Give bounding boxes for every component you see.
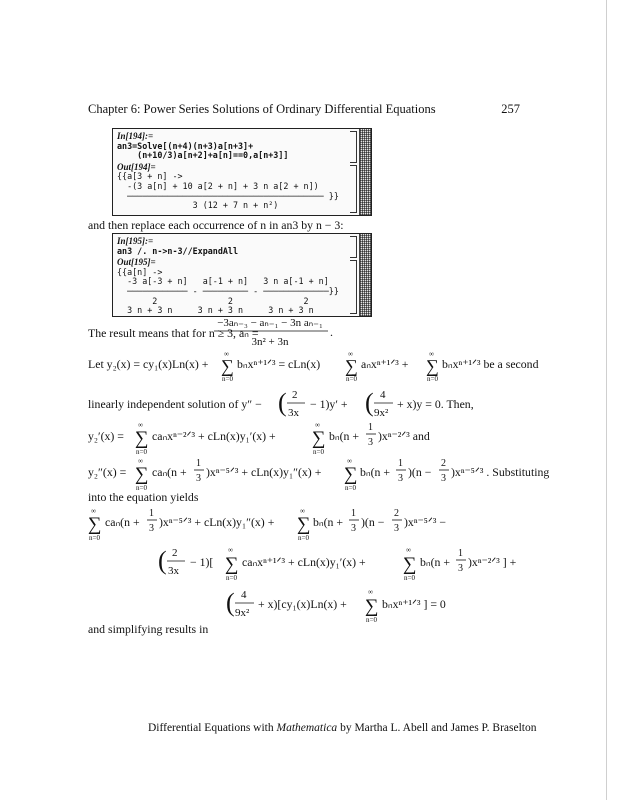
svg-text:1: 1 (398, 458, 403, 469)
sum-icon: ∑ (88, 514, 102, 535)
sum-limit: n=0 (222, 375, 233, 383)
svg-text:3: 3 (196, 473, 201, 484)
svg-text:∞: ∞ (138, 421, 143, 429)
sum-icon: ∑ (135, 464, 149, 485)
notebook-cell-195[interactable] (112, 233, 372, 317)
svg-text:bₙxⁿ⁺¹ᐟ³ ] = 0: bₙxⁿ⁺¹ᐟ³ ] = 0 (382, 597, 446, 611)
svg-text:1: 1 (458, 548, 463, 559)
svg-text:bₙxⁿ⁺¹ᐟ³ be a second: bₙxⁿ⁺¹ᐟ³ be a second (442, 357, 539, 371)
svg-text:.: . (330, 325, 333, 339)
svg-text:bₙ(n +: bₙ(n + (329, 429, 360, 443)
recurrence-label: The result means that for n ≥ 3, aₙ = (88, 326, 259, 340)
cell-scrollbar[interactable] (359, 129, 371, 215)
svg-text:1: 1 (149, 508, 154, 519)
svg-text:2: 2 (172, 547, 178, 559)
input-label: In[194]:= (117, 131, 154, 141)
footer-prefix: Differential Equations with (148, 722, 274, 734)
svg-text:3: 3 (368, 437, 373, 448)
svg-text:n=0: n=0 (136, 484, 147, 492)
svg-text:n=0: n=0 (298, 534, 309, 542)
svg-text:3: 3 (394, 523, 399, 534)
svg-text:n=0: n=0 (345, 484, 356, 492)
output-line: {{a[3 + n] -> (117, 171, 183, 182)
svg-text:2: 2 (441, 458, 446, 469)
input-code-line: (n+10/3)a[n+2]+a[n]==0,a[n+3]] (117, 150, 289, 161)
svg-text:)(n −: )(n − (361, 515, 385, 529)
svg-text:∞: ∞ (300, 507, 305, 515)
svg-text:− 1)y′ +: − 1)y′ + (310, 397, 348, 411)
svg-text:(: ( (158, 546, 167, 575)
output-line: -3 a[-3 + n] a[-1 + n] 3 n a[-1 + n] (117, 276, 329, 287)
svg-text:3x: 3x (168, 565, 179, 577)
paren-icon: ( (278, 388, 287, 417)
svg-text:)xⁿ⁻⁵ᐟ³ . Substituting: )xⁿ⁻⁵ᐟ³ . Substituting (451, 465, 550, 479)
svg-text:3: 3 (441, 473, 446, 484)
svg-text:1: 1 (196, 458, 201, 469)
svg-text:bₙ(n +: bₙ(n + (313, 515, 344, 529)
output-line: -(3 a[n] + 10 a[2 + n] + 3 n a[2 + n]) (117, 180, 319, 191)
svg-text:∞: ∞ (228, 546, 233, 554)
sum-icon: ∑ (403, 554, 417, 575)
running-footer (148, 722, 537, 734)
output-line: 2 2 2 (117, 295, 309, 306)
sum-icon: ∑ (225, 554, 239, 575)
svg-text:+ x)y = 0. Then,: + x)y = 0. Then, (397, 397, 474, 411)
substitution-line-3 (226, 584, 506, 633)
svg-text:Let y₂(x) = cy₁(x)Ln(x) +: Let y₂(x) = cy₁(x)Ln(x) + (88, 357, 209, 371)
svg-text:caₙxⁿ⁺¹ᐟ³ + cLn(x)y₁′(x) +: caₙxⁿ⁺¹ᐟ³ + cLn(x)y₁′(x) + (242, 555, 366, 569)
footer-italic: Mathematica (276, 722, 338, 734)
input-label: In[195]:= (117, 236, 154, 246)
page-edge-line (606, 0, 607, 800)
svg-text:3: 3 (458, 563, 463, 574)
output-line: ─────────────────────────────────────── }} (117, 190, 339, 201)
svg-text:n=0: n=0 (226, 574, 237, 582)
svg-text:)xⁿ⁻²ᐟ³ and: )xⁿ⁻²ᐟ³ and (378, 429, 430, 443)
svg-text:)xⁿ⁻⁵ᐟ³ + cLn(x)y₁″(x) +: )xⁿ⁻⁵ᐟ³ + cLn(x)y₁″(x) + (206, 465, 322, 479)
sum-limit: ∞ (348, 350, 353, 358)
sum-limit: n=0 (427, 375, 438, 383)
svg-text:4: 4 (380, 389, 386, 401)
svg-text:3: 3 (398, 473, 403, 484)
footer-suffix: by Martha L. Abell and James P. Braselton (340, 722, 537, 734)
page-number: 257 (501, 102, 520, 116)
sum-icon: ∑ (297, 514, 311, 535)
svg-text:n=0: n=0 (136, 448, 147, 456)
output-line: 3 n + 3 n 3 n + 3 n 3 n + 3 n (117, 305, 314, 316)
notebook-cell-194[interactable] (112, 128, 372, 216)
svg-text:1: 1 (351, 508, 356, 519)
svg-text:n=0: n=0 (366, 616, 377, 624)
svg-text:caₙ(n +: caₙ(n + (152, 465, 187, 479)
frac-den: 3x (288, 407, 299, 419)
svg-text:∞: ∞ (91, 507, 96, 515)
svg-text:+ x)[cy₁(x)Ln(x) +: + x)[cy₁(x)Ln(x) + (258, 597, 347, 611)
svg-text:3: 3 (351, 523, 356, 534)
sum-limit: n=0 (346, 375, 357, 383)
body-text: into the equation yields (88, 490, 199, 504)
sum-icon: ∑ (344, 464, 358, 485)
svg-text:)xⁿ⁻⁵ᐟ³ + cLn(x)y₁″(x) +: )xⁿ⁻⁵ᐟ³ + cLn(x)y₁″(x) + (159, 515, 275, 529)
svg-text:∞: ∞ (368, 588, 373, 596)
svg-text:∞: ∞ (406, 546, 411, 554)
paren-icon: ( (365, 388, 374, 417)
svg-text:3: 3 (149, 523, 154, 534)
svg-text:bₙxⁿ⁺¹ᐟ³ = cLn(x): bₙxⁿ⁺¹ᐟ³ = cLn(x) (237, 357, 321, 371)
svg-text:aₙxⁿ⁺¹ᐟ³ +: aₙxⁿ⁺¹ᐟ³ + (361, 357, 409, 371)
input-code-line: an3 /. n->n-3//ExpandAll (117, 245, 239, 256)
svg-text:n=0: n=0 (313, 448, 324, 456)
output-line: 3 (12 + 7 n + n²) (117, 200, 279, 211)
svg-text:4: 4 (241, 589, 247, 601)
svg-text:∞: ∞ (315, 421, 320, 429)
body-text: and then replace each occurrence of n in an3 by n − 3: (88, 218, 344, 232)
body-text: and simplifying results in (88, 622, 209, 636)
svg-text:9x²: 9x² (235, 607, 250, 619)
input-code-line: an3=Solve[(n+4)(n+3)a[n+3]+ (117, 140, 254, 151)
cell-bracket[interactable] (350, 260, 357, 314)
svg-text:n=0: n=0 (404, 574, 415, 582)
sum-limit: ∞ (429, 350, 434, 358)
sum-limit: ∞ (224, 350, 229, 358)
svg-text:)xⁿ⁻²ᐟ³ ] +: )xⁿ⁻²ᐟ³ ] + (468, 555, 517, 569)
svg-text:∞: ∞ (347, 457, 352, 465)
svg-text:y₂′(x) =: y₂′(x) = (88, 429, 124, 443)
cell-bracket[interactable] (350, 131, 357, 163)
svg-text:caₙ(n +: caₙ(n + (105, 515, 140, 529)
svg-text:bₙ(n +: bₙ(n + (420, 555, 451, 569)
sum-icon: ∑ (345, 356, 358, 376)
fraction-denominator: 3n² + 3n (251, 336, 289, 348)
svg-text:linearly independent solution: linearly independent solution of y″ − (88, 397, 262, 411)
output-line: {{a[n] -> (117, 266, 163, 277)
cell-scrollbar[interactable] (359, 234, 371, 316)
cell-bracket[interactable] (350, 165, 357, 213)
sum-icon: ∑ (365, 596, 379, 617)
svg-text:)xⁿ⁻⁵ᐟ³ −: )xⁿ⁻⁵ᐟ³ − (404, 515, 447, 529)
svg-text:9x²: 9x² (374, 407, 389, 419)
svg-text:)(n −: )(n − (408, 465, 432, 479)
output-label: Out[194]= (117, 161, 156, 172)
output-line: ──────────── - ───────── - ─────────────}} (117, 285, 339, 296)
fraction-numerator: −3aₙ₋₃ − aₙ₋₁ − 3n aₙ₋₁ (217, 317, 323, 329)
output-label: Out[195]= (117, 257, 156, 268)
svg-text:n=0: n=0 (89, 534, 100, 542)
cell-bracket[interactable] (350, 236, 357, 258)
svg-text:− 1)[: − 1)[ (190, 555, 214, 569)
sum-icon: ∑ (312, 428, 326, 449)
svg-text:2: 2 (394, 508, 399, 519)
svg-text:y₂″(x) =: y₂″(x) = (88, 465, 127, 479)
frac-num: 2 (292, 389, 298, 401)
chapter-title: Chapter 6: Power Series Solutions of Ordinary Differential Equations (88, 102, 436, 116)
svg-text:∞: ∞ (138, 457, 143, 465)
svg-text:1: 1 (368, 422, 373, 433)
svg-text:caₙxⁿ⁻²ᐟ³ + cLn(x)y₁′(x) +: caₙxⁿ⁻²ᐟ³ + cLn(x)y₁′(x) + (152, 429, 276, 443)
sum-icon: ∑ (221, 356, 234, 376)
sum-icon: ∑ (426, 356, 439, 376)
sum-icon: ∑ (135, 428, 149, 449)
svg-text:(: ( (226, 588, 235, 617)
svg-text:bₙ(n +: bₙ(n + (360, 465, 391, 479)
